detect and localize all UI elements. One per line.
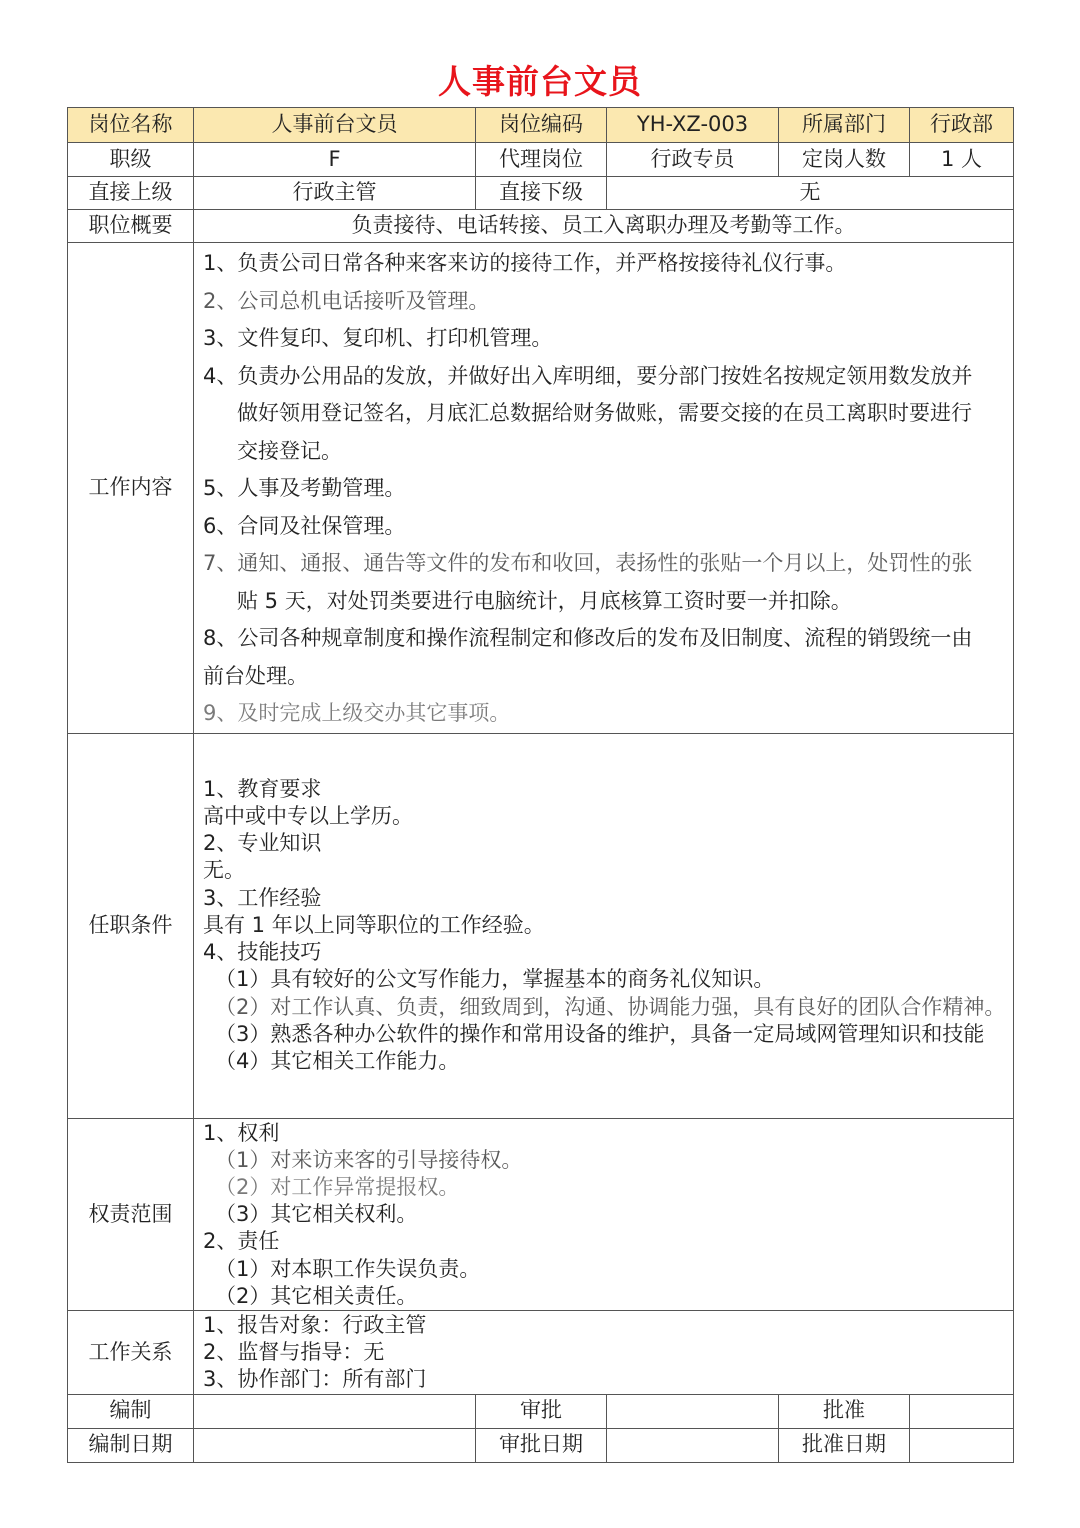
label-direct-subordinate: 直接下级 — [476, 177, 607, 210]
work-item-continued: 交接登记。 — [237, 438, 342, 463]
position-name: 人事前台文员 — [194, 108, 476, 143]
qualification-line: （4）其它相关工作能力。 — [215, 1048, 460, 1073]
relation-line: 1、报告对象：行政主管 — [203, 1312, 427, 1337]
authority-line: （3）其它相关权利。 — [215, 1202, 418, 1227]
qualification-row — [68, 733, 1014, 1118]
relations-list — [194, 1310, 1014, 1394]
qualification-list — [194, 733, 1014, 1118]
qualification-line: （3）熟悉各种办公软件的操作和常用设备的维护，具备一定局域网管理知识和技能 — [215, 1021, 985, 1046]
job-description-table — [67, 107, 1014, 1463]
work-item: 3、文件复印、复印机、打印机管理。 — [203, 326, 553, 350]
work-content-list — [194, 243, 1014, 734]
work-content-row — [68, 243, 1014, 734]
relation-line: 3、协作部门：所有部门 — [203, 1367, 427, 1392]
summary-row — [68, 210, 1014, 243]
label-qualification: 任职条件 — [68, 733, 194, 1118]
approve-field — [910, 1394, 1014, 1428]
position-code: YH-XZ-003 — [607, 108, 779, 143]
approve-date-field — [910, 1428, 1014, 1462]
summary-text: 负责接待、电话转接、员工入离职办理及考勤等工作。 — [194, 210, 1014, 243]
sign-row — [68, 1394, 1014, 1428]
authority-line: （1）对来访来客的引导接待权。 — [215, 1147, 523, 1172]
label-approve: 批准 — [779, 1394, 910, 1428]
label-department: 所属部门 — [779, 108, 910, 143]
authority-line: 1、权利 — [203, 1120, 280, 1145]
relation-line: 2、监督与指导：无 — [203, 1340, 385, 1365]
authority-line: （2）其它相关责任。 — [215, 1283, 418, 1308]
level: F — [194, 143, 476, 177]
authority-list — [194, 1118, 1014, 1310]
label-compile-date: 编制日期 — [68, 1428, 194, 1462]
review-field — [607, 1394, 779, 1428]
label-authority: 权责范围 — [68, 1118, 194, 1310]
qualification-line: 1、教育要求 — [203, 776, 322, 801]
label-work-content: 工作内容 — [68, 243, 194, 734]
relations-row — [68, 1310, 1014, 1394]
work-item: 1、负责公司日常各种来客来访的接待工作，并严格按接待礼仪行事。 — [203, 251, 847, 275]
work-item: 4、负责办公用品的发放，并做好出入库明细，要分部门按姓名按规定领用数发放并 — [203, 363, 973, 388]
qualification-line: （1）具有较好的公文写作能力，掌握基本的商务礼仪知识。 — [215, 967, 775, 992]
label-headcount: 定岗人数 — [779, 143, 910, 177]
document-title: 人事前台文员 — [438, 62, 642, 101]
work-item-continued: 做好领用登记签名，月底汇总数据给财务做账，需要交接的在员工离职时要进行 — [237, 401, 972, 425]
label-review: 审批 — [476, 1394, 607, 1428]
label-position-name: 岗位名称 — [68, 108, 194, 143]
qualification-line: 3、工作经验 — [203, 885, 322, 910]
direct-superior: 行政主管 — [194, 177, 476, 210]
work-item: 8、公司各种规章制度和操作流程制定和修改后的发布及旧制度、流程的销毁统一由 — [203, 626, 973, 650]
qualification-line: 高中或中专以上学历。 — [203, 804, 413, 829]
work-item: 5、人事及考勤管理。 — [203, 476, 406, 500]
department: 行政部 — [910, 108, 1014, 143]
header-row — [68, 108, 1014, 143]
review-date-field — [607, 1428, 779, 1462]
date-row — [68, 1428, 1014, 1462]
label-review-date: 审批日期 — [476, 1428, 607, 1462]
qualification-line: 具有 1 年以上同等职位的工作经验。 — [203, 912, 545, 937]
label-level: 职级 — [68, 143, 194, 177]
compile-date-field — [194, 1428, 476, 1462]
qualification-line: 4、技能技巧 — [203, 940, 322, 965]
work-item: 7、通知、通报、通告等文件的发布和收回，表扬性的张贴一个月以上，处罚性的张 — [203, 551, 973, 575]
work-item: 2、公司总机电话接听及管理。 — [203, 288, 490, 313]
label-deputy-position: 代理岗位 — [476, 143, 607, 177]
authority-line: （1）对本职工作失误负责。 — [215, 1256, 481, 1281]
label-summary: 职位概要 — [68, 210, 194, 243]
authority-row — [68, 1118, 1014, 1310]
compile-field — [194, 1394, 476, 1428]
label-direct-superior: 直接上级 — [68, 177, 194, 210]
work-item-continued: 贴 5 天，对处罚类要进行电脑统计，月底核算工资时要一并扣除。 — [237, 588, 852, 613]
label-compile: 编制 — [68, 1394, 194, 1428]
level-row — [68, 143, 1014, 177]
deputy-position: 行政专员 — [607, 143, 779, 177]
authority-line: 2、责任 — [203, 1229, 280, 1254]
headcount: 1 人 — [910, 143, 1014, 177]
qualification-line: 2、专业知识 — [203, 831, 322, 856]
reporting-row — [68, 177, 1014, 210]
work-item-continued: 前台处理。 — [203, 663, 308, 688]
label-approve-date: 批准日期 — [779, 1428, 910, 1462]
qualification-line: 无。 — [203, 858, 245, 883]
authority-line: （2）对工作异常提报权。 — [215, 1174, 460, 1199]
label-position-code: 岗位编码 — [476, 108, 607, 143]
direct-subordinate: 无 — [607, 177, 1014, 210]
work-item: 6、合同及社保管理。 — [203, 513, 406, 538]
qualification-line: （2）对工作认真、负责，细致周到，沟通、协调能力强，具有良好的团队合作精神。 — [215, 994, 1006, 1019]
label-relations: 工作关系 — [68, 1310, 194, 1394]
work-item: 9、及时完成上级交办其它事项。 — [203, 701, 511, 725]
